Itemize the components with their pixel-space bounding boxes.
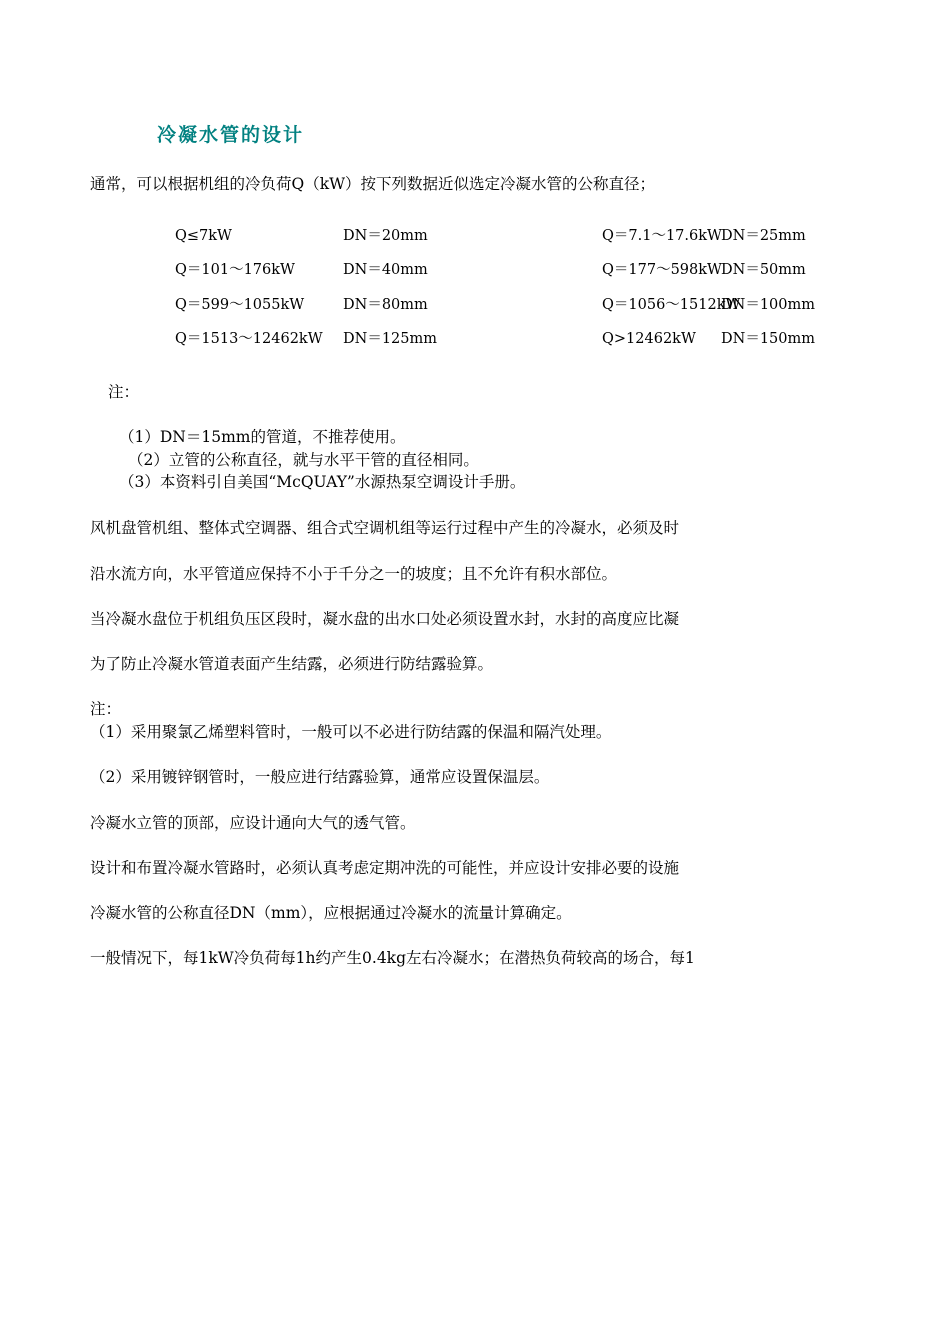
note-label: 注： (90, 700, 122, 718)
table-q-right: Q＝177～598kW (602, 262, 722, 278)
table-dn-right: DN＝50mm (721, 262, 806, 278)
table-dn-right: DN＝100mm (721, 297, 815, 313)
paragraph: 当冷凝水盘位于机组负压区段时，凝水盘的出水口处必须设置水封，水封的高度应比凝 (90, 610, 680, 628)
paragraph: 设计和布置冷凝水管路时，必须认真考虑定期冲洗的可能性，并应设计安排必要的设施 (90, 859, 680, 877)
paragraph: 冷凝水管的公称直径DN（mm），应根据通过冷凝水的流量计算确定。 (90, 904, 572, 922)
table-q-left: Q＝1513～12462kW (175, 331, 323, 347)
note-item: （2）采用镀锌钢管时，一般应进行结露验算，通常应设置保温层。 (90, 768, 550, 786)
table-dn-left: DN＝40mm (343, 262, 428, 278)
table-q-left: Q≤7kW (175, 228, 232, 244)
table-q-left: Q＝101～176kW (175, 262, 295, 278)
table-dn-right: DN＝150mm (721, 331, 815, 347)
table-dn-left: DN＝20mm (343, 228, 428, 244)
paragraph: 一般情况下，每1kW冷负荷每1h约产生0.4kg左右冷凝水；在潜热负荷较高的场合，每1 (90, 949, 695, 967)
table-q-left: Q＝599～1055kW (175, 297, 305, 313)
table-dn-left: DN＝125mm (343, 331, 437, 347)
table-q-right: Q＝1056～1512kW (602, 297, 741, 313)
note-item: （3）本资料引自美国“McQUAY”水源热泵空调设计手册。 (119, 473, 526, 491)
table-dn-left: DN＝80mm (343, 297, 428, 313)
note-item: （1）DN＝15mm的管道，不推荐使用。 (119, 428, 406, 446)
paragraph: 沿水流方向，水平管道应保持不小于千分之一的坡度；且不允许有积水部位。 (90, 565, 618, 583)
paragraph: 为了防止冷凝水管道表面产生结露，必须进行防结露验算。 (90, 655, 494, 673)
note-label: 注： (108, 383, 140, 401)
table-q-right: Q＝7.1～17.6kW (602, 228, 722, 244)
table-dn-right: DN＝25mm (721, 228, 806, 244)
intro-text: 通常，可以根据机组的冷负荷Q（kW）按下列数据近似选定冷凝水管的公称直径； (90, 175, 656, 193)
page-title: 冷凝水管的设计 (157, 124, 305, 146)
table-q-right: Q>12462kW (602, 331, 696, 347)
paragraph: 冷凝水立管的顶部，应设计通向大气的透气管。 (90, 814, 416, 832)
note-item: （2）立管的公称直径，就与水平干管的直径相同。 (128, 451, 479, 469)
note-item: （1）采用聚氯乙烯塑料管时，一般可以不必进行防结露的保温和隔汽处理。 (90, 723, 612, 741)
paragraph: 风机盘管机组、整体式空调器、组合式空调机组等运行过程中产生的冷凝水，必须及时 (90, 519, 680, 537)
